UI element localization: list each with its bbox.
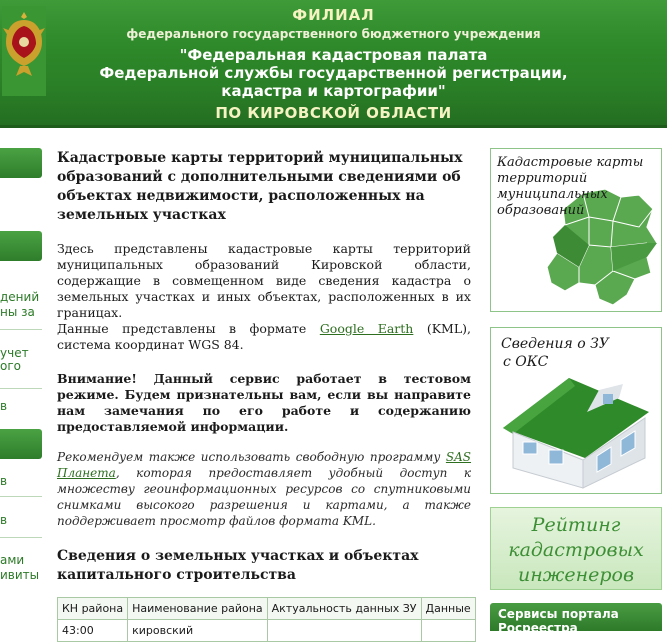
main-content bbox=[57, 149, 471, 585]
header-region: ПО КИРОВСКОЙ ОБЛАСТИ bbox=[215, 104, 452, 122]
format-text-before: Данные представлены в формате bbox=[57, 321, 320, 336]
table-header-cell: Данные bbox=[421, 598, 475, 620]
sidebar-link[interactable]: в bbox=[0, 513, 8, 527]
sidebar-header-bar bbox=[0, 429, 42, 459]
sidebar-link[interactable]: ами bbox=[0, 553, 25, 567]
rosreestr-services-header[interactable]: Сервисы портала Росреестра bbox=[490, 603, 662, 631]
format-text-after: (KML), система координат WGS 84. bbox=[57, 321, 471, 352]
header-line-3c: кадастра и картографии" bbox=[221, 82, 446, 100]
engineers-rating-banner[interactable] bbox=[490, 507, 662, 590]
google-earth-link[interactable]: Google Earth bbox=[319, 321, 414, 336]
banner-caption: Кадастровые карты территорий муниципальных образований bbox=[497, 155, 644, 218]
sidebar-link[interactable]: в bbox=[0, 474, 8, 488]
recommend-paragraph bbox=[57, 449, 471, 529]
sidebar-divider bbox=[0, 537, 42, 538]
sidebar-link[interactable]: ны за bbox=[0, 305, 35, 319]
cadastral-maps-banner[interactable] bbox=[490, 148, 662, 312]
table-cell: 43:00 bbox=[58, 620, 128, 642]
header-line-2: федерального государственного бюджетного учреждения bbox=[126, 27, 541, 41]
sidebar-link[interactable]: ого bbox=[0, 359, 21, 373]
page-title: Кадастровые карты территорий муниципальных образований с дополнительными сведениями об объектах недвижимости, расположенных на земельных участках bbox=[57, 150, 463, 223]
sidebar-header-bar bbox=[0, 231, 42, 261]
table-header-row bbox=[58, 598, 476, 620]
sidebar-header-bar bbox=[0, 148, 42, 178]
house-icon bbox=[499, 372, 655, 490]
banner-caption-line-1: Сведения о ЗУ bbox=[501, 336, 609, 352]
recommend-text-after: , которая предоставляет удобный доступ к множеству геоинформационных ресурсов со спутниковыми снимками высокого разрешения и картами, а также поддерживает просмотр файлов формата KML. bbox=[57, 466, 471, 528]
site-header bbox=[0, 0, 667, 128]
sidebar-link[interactable]: в bbox=[0, 399, 8, 413]
section-title: Сведения о земельных участках и объектах капитального строительства bbox=[57, 548, 419, 583]
sidebar-divider bbox=[0, 329, 42, 330]
table-header-cell: Актуальность данных ЗУ bbox=[267, 598, 421, 620]
warning-paragraph: Внимание! Данный сервис работает в тестовом режиме. Будем признательны вам, если вы направите нам замечания по его работе и содержанию предоставляемой информации. bbox=[57, 371, 471, 434]
header-line-3 bbox=[0, 46, 667, 100]
recommend-text-before: Рекомендуем также использовать свободную программу bbox=[57, 450, 446, 464]
rating-line-2: кадастровых bbox=[508, 539, 644, 561]
format-paragraph bbox=[57, 321, 471, 353]
sidebar-divider bbox=[0, 496, 42, 497]
banner-caption-line-2: с ОКС bbox=[503, 354, 549, 370]
header-line-3a: "Федеральная кадастровая палата bbox=[179, 46, 488, 64]
rating-line-3: инженеров bbox=[517, 564, 634, 586]
table-cell: кировский bbox=[128, 620, 268, 642]
table-header-cell: Наименование района bbox=[128, 598, 268, 620]
sidebar-link[interactable]: ивиты bbox=[0, 568, 40, 582]
rating-line-1: Рейтинг bbox=[531, 514, 621, 536]
sas-planeta-link[interactable]: SAS Планета bbox=[57, 450, 471, 480]
header-line-3b: Федеральной службы государственной регистрации, bbox=[99, 64, 568, 82]
intro-paragraph: Здесь представлены кадастровые карты территорий муниципальных образований Кировской области, содержащие в совмещенном виде сведения кадастра о земельных участках и иных объектах, расположенных в их границах. bbox=[57, 241, 471, 320]
table-header-cell: КН района bbox=[58, 598, 128, 620]
districts-table bbox=[57, 597, 476, 642]
sidebar-divider bbox=[0, 388, 42, 389]
land-plots-with-buildings-banner[interactable] bbox=[490, 327, 662, 494]
header-line-1: ФИЛИАЛ bbox=[292, 6, 375, 24]
left-sidebar bbox=[0, 130, 44, 631]
sidebar-link[interactable]: дений bbox=[0, 290, 40, 304]
sidebar-link[interactable]: учет bbox=[0, 346, 29, 360]
